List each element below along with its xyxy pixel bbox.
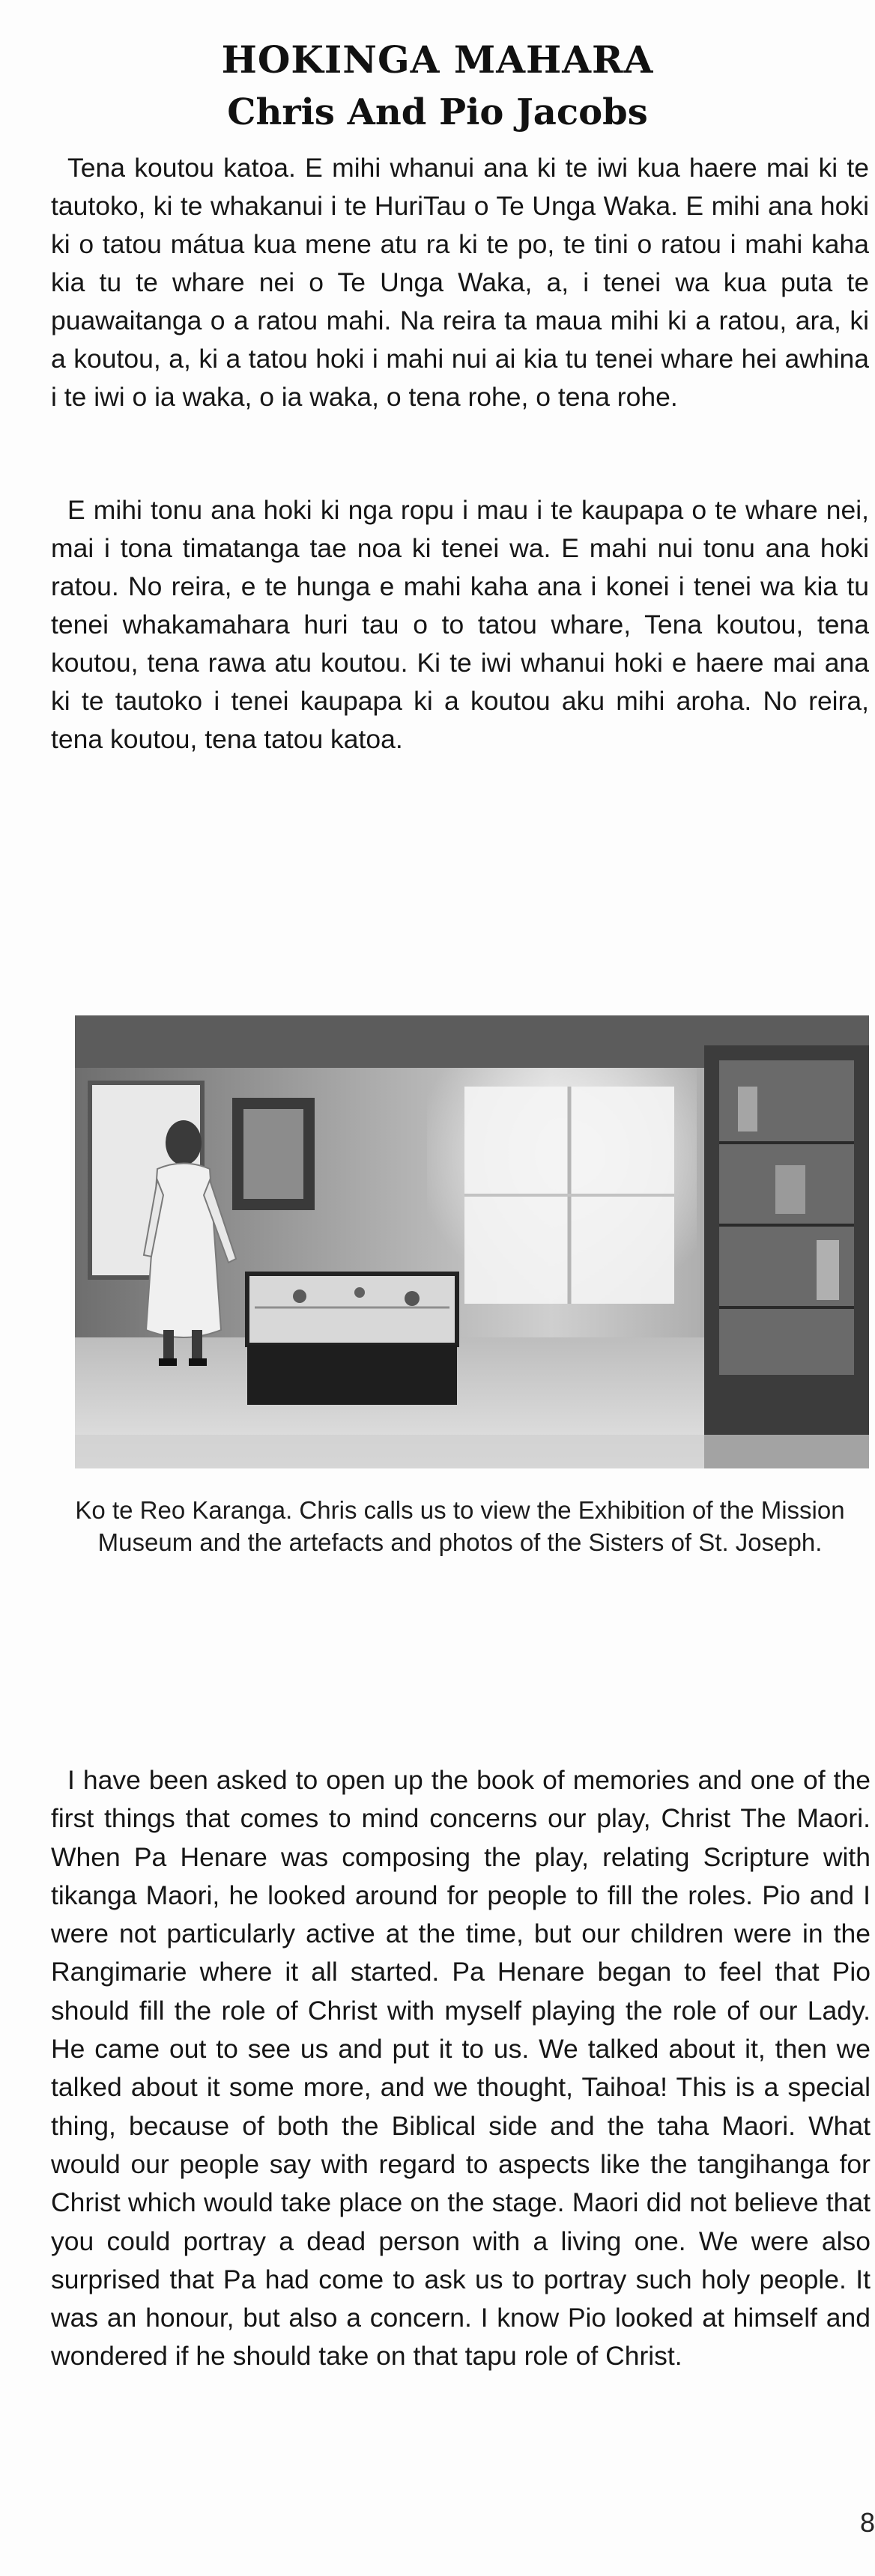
photo-caption: Ko te Reo Karanga. Chris calls us to view the Exhibition of the Mission Museum and the artefacts and photos of the Sisters of St. Joseph.	[75, 1496, 845, 1556]
article-title: HOKINGA MAHARA	[221, 37, 654, 82]
glass-display-case	[247, 1274, 457, 1345]
page-number: 8	[859, 2507, 875, 2538]
article-subtitle: Chris And Pio Jacobs	[227, 91, 648, 133]
paragraph-3: I have been asked to open up the book of memories and one of the first things that comes to mind concerns our play, Christ The Maori. When Pa Henare was composing the play, relating Scripture with tikanga Maori, he looked around for people to fill the roles. Pio and I were not particularly active at the time, but our children were in the Rangimarie where it all started. Pa Henare began to feel that Pio should fill the role of Christ with myself playing the role of our Lady. He came out to see us and put it to us. We talked about it, then we talked about it some more, and we thought, Taihoa! This is a special thing, because of both the Biblical side and the taha Maori. What would our people say with regard to aspects like the tangihanga for Christ which would take place on the stage. Maori did not believe that you could portray a dead person with a living one. We were also surprised that Pa had come to ask us to portray such holy people. It was an honour, but also a concern. I know Pio looked at himself and wondered if he should take on that tapu role of Christ.	[51, 1765, 871, 2372]
museum-exhibition-photo	[75, 1015, 869, 1468]
paragraph-1: Tena koutou katoa. E mihi whanui ana ki te iwi kua haere mai ki te tautoko, ki te whakanui i te HuriTau o Te Unga Waka. E mihi ana hoki ki o tatou mátua kua mene atu ra ki te po, te tini o ratou i mahi kaha kia tu te whare nei o Te Unga Waka, a, i tenei wa kua puta te puawaitanga o a ratou mahi. Na reira ta maua mihi ki a ratou, ara, ki a koutou, a, ki a tatou hoki i mahi nui ai kia tu tenei whare hei awhina i te iwi o ia waka, o ia waka, o tena rohe, o tena rohe.	[51, 153, 869, 412]
paragraph-2: E mihi tonu ana hoki ki nga ropu i mau i te kaupapa o te whare nei, mai i tona timatanga tae noa ki tenei wa. E mahi nui tonu ana hoki ratou. No reira, e te hunga e mahi kaha ana i konei i tenei wa kia tu tenei whakamahara huri tau o to tatou whare, Tena koutou, tena koutou, tena rawa atu koutou. Ki te iwi whanui hoki e haere mai ana ki te tautoko i tenei kaupapa ki a koutou aku mihi aroha. No reira, tena koutou, tena tatou katoa.	[51, 495, 869, 754]
